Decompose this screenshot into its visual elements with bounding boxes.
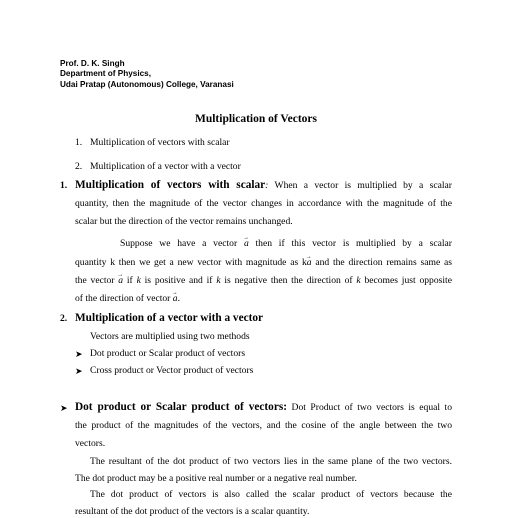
paragraph-line: the vector → a if k is positive and if k is negative then the direction of k becomes just opposite (75, 275, 452, 287)
toc-number: 2. (75, 161, 83, 172)
paragraph-line: scalar but the direction of the vector remains unchanged. (75, 216, 293, 227)
paragraph-line: The dot product of vectors is also called the scalar product of vectors because the (90, 489, 452, 500)
author-block (60, 59, 460, 90)
section1-first-line (75, 178, 452, 193)
toc-item: Multiplication of vectors with scalar (90, 137, 230, 148)
dot-heading: Dot product or Scalar product of vectors: (75, 401, 287, 413)
vector-a: → a (118, 275, 123, 287)
dot-first-line: Dot product or Scalar product of vectors: Dot Product of two vectors is equal to (75, 401, 453, 413)
paragraph-text: When a vector is multiplied by a scalar (274, 180, 452, 191)
toc-item: Multiplication of a vector with a vector (90, 161, 241, 172)
vector-a: → a (244, 238, 249, 250)
section-heading: Multiplication of vectors with scalar (75, 179, 266, 191)
vector-a: → a (173, 293, 178, 305)
author-department: Department of Physics, (60, 69, 151, 79)
section-heading: Multiplication of a vector with a vector (75, 312, 264, 324)
colon: : (265, 180, 269, 191)
paragraph-line: The resultant of the dot product of two vectors lies in the same plane of the two vectors. (90, 456, 452, 467)
bullet-item: Cross product or Vector product of vectors (90, 365, 254, 376)
paragraph-line: The dot product may be a positive real number or a negative real number. (75, 473, 357, 484)
author-college: Udai Pratap (Autonomous) College, Varanasi (60, 79, 234, 89)
paragraph-line: quantity k then we get a new vector with magnitude as k→ a and the direction remains same as (75, 257, 452, 269)
paragraph-line: resultant of the dot product of the vectors is a scalar quantity. (75, 506, 310, 517)
section-number: 1. (60, 180, 68, 191)
paragraph-line: Suppose we have a vector → a then if this vector is multiplied by a scalar (120, 238, 452, 250)
author-name: Prof. D. K. Singh (60, 59, 125, 68)
page-title: Multiplication of Vectors (194, 113, 318, 125)
arrowhead-bullet-icon: ➤ (75, 366, 83, 376)
paragraph-line: the product of the magnitudes of the vectors, and the cosine of the angle between the two (75, 420, 452, 431)
arrowhead-bullet-icon: ➤ (60, 403, 68, 413)
vector-a: → a (307, 257, 312, 269)
paragraph-line: of the direction of vector → a. (75, 293, 180, 305)
section-intro: Vectors are multiplied using two methods (90, 331, 250, 342)
toc-number: 1. (75, 137, 83, 148)
paragraph-line: quantity, then the magnitude of the vector changes in accordance with the magnitude of the (75, 198, 452, 209)
bullet-item: Dot product or Scalar product of vectors (90, 348, 246, 359)
section-number: 2. (60, 313, 68, 324)
arrowhead-bullet-icon: ➤ (75, 349, 83, 359)
paragraph-line: vectors. (75, 438, 106, 449)
